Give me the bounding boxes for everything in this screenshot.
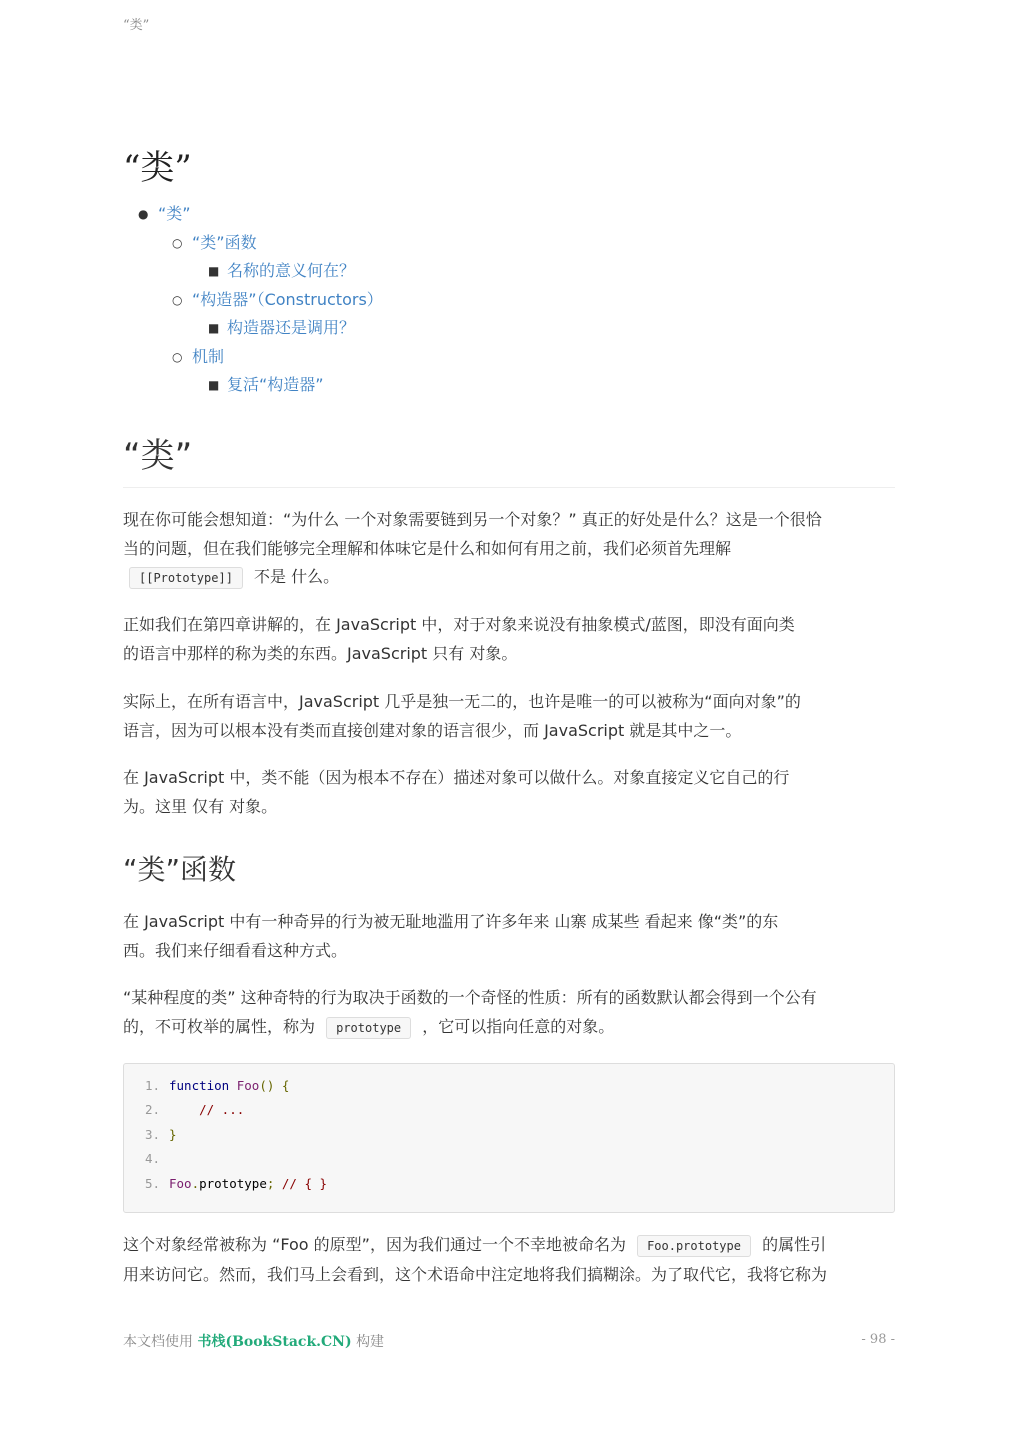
- paragraph-line: 的，不可枚举的属性，称为: [123, 1016, 316, 1036]
- paragraph-line: “某种程度的类” 这种奇特的行为取决于函数的一个奇怪的性质：所有的函数默认都会得到一个公有: [123, 988, 817, 1007]
- toc-bullet-icon: ■: [208, 321, 220, 335]
- toc-link[interactable]: 名称的意义何在？: [227, 261, 356, 280]
- paragraph-line: 当的问题，但在我们能够完全理解和体味它是什么和如何有用之前，我们必须首先理解: [123, 538, 732, 558]
- code-token: prototype: [199, 1176, 267, 1191]
- code-line: [124, 1076, 289, 1096]
- code-token: .: [191, 1176, 200, 1191]
- code-line-number: 1.: [144, 1078, 160, 1093]
- toc-link[interactable]: “类”函数: [192, 232, 257, 252]
- toc-bullet-icon: ■: [208, 264, 220, 278]
- code-token: Foo: [236, 1078, 260, 1093]
- code-token: () {: [259, 1078, 290, 1093]
- toc-link[interactable]: 复活“构造器”: [227, 375, 324, 394]
- toc-item: [123, 200, 895, 229]
- code-line-number: 2.: [144, 1102, 160, 1117]
- toc-link[interactable]: “构造器”（Constructors）: [192, 289, 383, 309]
- paragraph-line: 在 JavaScript 中，类不能（因为根本不存在）描述对象可以做什么。对象直接定义它自己的行: [123, 768, 790, 787]
- code-token: [229, 1078, 237, 1093]
- inline-code-foo-prototype: Foo.prototype: [637, 1235, 751, 1257]
- toc-bullet-icon: ■: [208, 378, 220, 392]
- paragraph-line: 不是 什么。: [254, 567, 340, 586]
- paragraph-line: 用来访问它。然而，我们马上会看到，这个术语命中注定地将我们搞糊涂。为了取代它，我将它称为: [123, 1264, 828, 1284]
- toc-bullet-icon: ●: [138, 207, 149, 221]
- paragraph-line: 现在你可能会想知道：“为什么 一个对象需要链到另一个对象？” 真正的好处是什么？这是一个很恰: [123, 510, 822, 529]
- toc-item: [123, 286, 895, 315]
- document-title: “类”: [123, 148, 192, 188]
- section-heading-class-functions: “类”函数: [123, 853, 237, 886]
- page-number: - 98 -: [861, 1332, 895, 1347]
- inline-code-prototype: prototype: [326, 1017, 411, 1039]
- paragraph-line: 西。我们来仔细看看这种方式。: [123, 940, 348, 960]
- code-line-number: 3.: [144, 1127, 160, 1142]
- code-line: [124, 1174, 327, 1194]
- paragraph-foo-prototype: [123, 1231, 895, 1289]
- footer-prefix: 本文档使用: [123, 1334, 193, 1350]
- toc-link[interactable]: 机制: [192, 346, 225, 366]
- toc-bullet-icon: ○: [172, 235, 183, 250]
- toc-item: [123, 371, 895, 400]
- paragraph-line: 实际上，在所有语言中，JavaScript 几乎是独一无二的，也许是唯一的可以被称为“面向对象”的: [123, 692, 801, 711]
- paragraph-line: 语言，因为可以根本没有类而直接创建对象的语言很少，而 JavaScript 就是其中之一。: [123, 720, 742, 740]
- paragraph-line: 正如我们在第四章讲解的，在 JavaScript 中，对于对象来说没有抽象模式/蓝图，即没有面向类: [123, 615, 795, 634]
- paragraph-line: 这个对象经常被称为 “Foo 的原型”，因为我们通过一个不幸地被命名为: [123, 1235, 626, 1254]
- code-line: [124, 1100, 244, 1120]
- paragraph-no-classes: [123, 611, 895, 668]
- toc-item: [123, 343, 895, 372]
- toc-list: [123, 200, 895, 400]
- footer-credit: [123, 1331, 384, 1351]
- toc-bullet-icon: ○: [172, 292, 183, 307]
- code-token: // { }: [281, 1176, 328, 1191]
- paragraph-unique-language: [123, 688, 895, 745]
- code-block: [123, 1063, 895, 1213]
- paragraph-odd-behavior: [123, 908, 895, 965]
- paragraph-line: ，它可以指向任意的对象。: [422, 1016, 615, 1036]
- code-line-number: 5.: [144, 1176, 160, 1191]
- paragraph-line: 的语言中那样的称为类的东西。JavaScript 只有 对象。: [123, 643, 518, 663]
- running-header: “类”: [123, 18, 150, 33]
- inline-code-prototype-slot: [[Prototype]]: [129, 567, 243, 589]
- code-token: // ...: [169, 1102, 245, 1117]
- code-token: Foo: [169, 1176, 192, 1191]
- paragraph-intro: [123, 506, 895, 593]
- toc-link[interactable]: “类”: [158, 204, 191, 223]
- code-line: [124, 1149, 169, 1169]
- toc-bullet-icon: ○: [172, 349, 183, 364]
- toc-link[interactable]: 构造器还是调用？: [227, 318, 356, 337]
- paragraph-only-objects: [123, 764, 895, 821]
- paragraph-line: 的属性引: [762, 1235, 827, 1254]
- code-line-number: 4.: [144, 1151, 160, 1166]
- footer-suffix: 构建: [356, 1334, 385, 1350]
- toc-item: [123, 314, 895, 343]
- code-line: [124, 1125, 177, 1145]
- paragraph-prototype-property: [123, 984, 895, 1042]
- toc-item: [123, 229, 895, 258]
- code-token: ;: [266, 1176, 282, 1191]
- toc-item: [123, 257, 895, 286]
- paragraph-line: 为。这里 仅有 对象。: [123, 796, 278, 816]
- code-token: function: [169, 1078, 230, 1093]
- table-of-contents: [123, 200, 895, 400]
- code-token: }: [169, 1127, 177, 1142]
- section-heading-class: “类”: [123, 428, 895, 488]
- footer-brand-link[interactable]: 书栈(BookStack.CN): [197, 1334, 352, 1350]
- paragraph-line: 在 JavaScript 中有一种奇异的行为被无耻地滥用了许多年来 山寨 成某些 看起来 像“类”的东: [123, 912, 779, 931]
